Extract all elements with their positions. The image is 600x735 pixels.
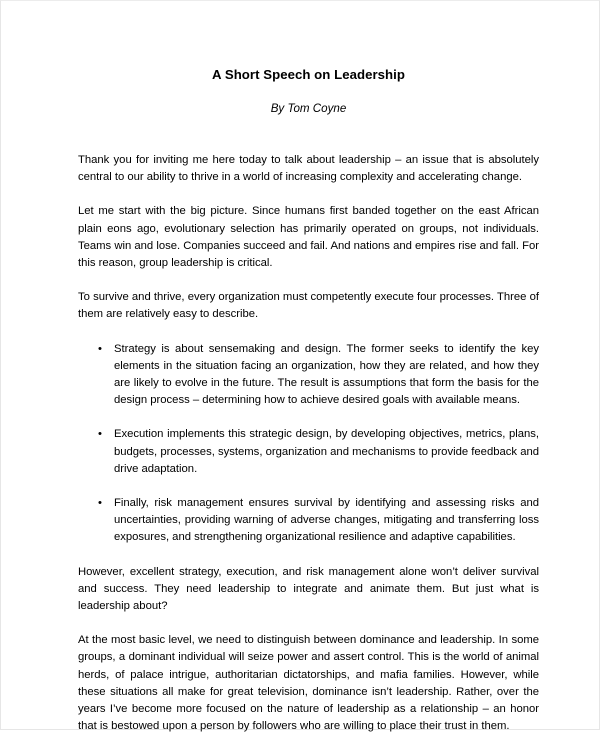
document-byline: By Tom Coyne [270, 102, 347, 115]
paragraph-intro: Thank you for inviting me here today to talk about leadership – an issue that is absolutely central to our ability to thrive in a world of increasing complexity and accelerating change. [78, 154, 539, 184]
paragraph-dominance: At the most basic level, we need to distinguish between dominance and leadership. In some groups, a dominant individual will seize power and assert control. This is the world of animal herds, of palace intrigue, authoritarian dictatorships, and mafia families. However, while these situations all make for great television, dominance isn’t leadership. Rather, over the years I’ve become more focused on the nature of leadership as a relationship – an honor that is bestowed upon a person by followers who are willing to place their trust in them. [78, 634, 539, 733]
list-item-text: Finally, risk management ensures survival by identifying and assessing risks and uncertainties, providing warning of adverse changes, mitigating and transferring loss exposures, and strengthening organizational resilience and adaptive capabilities. [114, 497, 539, 544]
paragraph-four-processes: To survive and thrive, every organization must competently execute four processes. Three of them are relatively easy to describe. [78, 291, 539, 321]
list-item-text: Strategy is about sensemaking and design. The former seeks to identify the key elements in the situation facing an organization, how they are related, and how they are likely to evolve in the future. The result is assumptions that form the basis for the design process – determining how to achieve desired goals with available means. [114, 342, 539, 407]
paragraph-leadership-question: However, excellent strategy, execution, and risk management alone won’t deliver survival and success. They need leadership to integrate and animate them. But just what is leadership about? [78, 565, 539, 613]
list-item-text: Execution implements this strategic design, by developing objectives, metrics, plans, budgets, processes, systems, organization and mechanisms to provide feedback and drive adaptation. [114, 428, 539, 475]
list-item [78, 495, 539, 547]
paragraph-big-picture: Let me start with the big picture. Since humans first banded together on the east African plain eons ago, evolutionary selection has primarily operated on groups, not individuals. Teams win and lose. Companies succeed and fail. And nations and empires rise and fall. For this reason, group leadership is critical. [78, 205, 539, 270]
bullet-point-icon: • [98, 428, 102, 441]
process-bullet-list [78, 341, 539, 547]
bullet-point-icon: • [98, 342, 102, 355]
bullet-point-icon: • [98, 497, 102, 510]
list-item [78, 426, 539, 478]
document-title: A Short Speech on Leadership [212, 67, 405, 82]
list-item [78, 341, 539, 410]
document-body [78, 1, 539, 731]
